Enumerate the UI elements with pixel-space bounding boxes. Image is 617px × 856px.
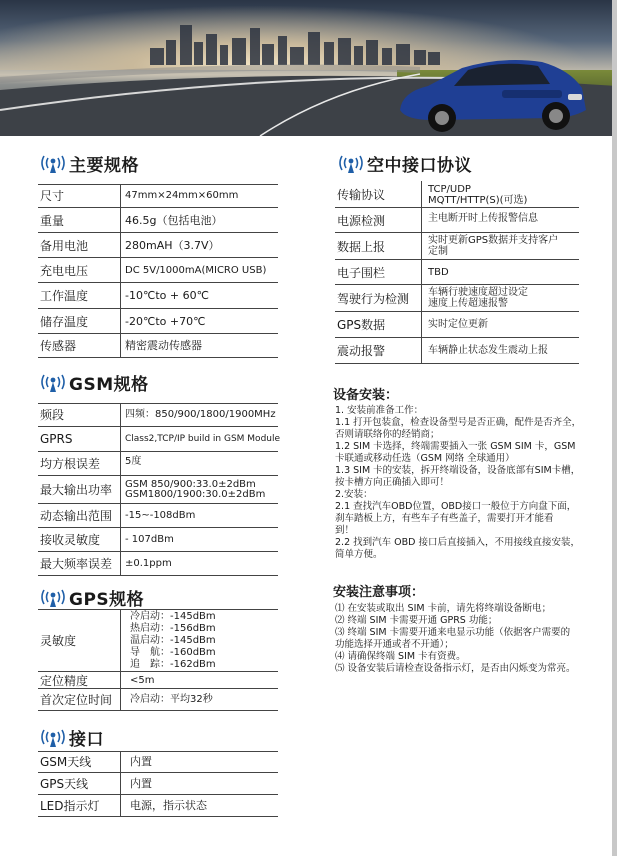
table-row: 重量 46.5g（包括电池） bbox=[38, 208, 278, 233]
installation-steps: 1. 安装前准备工作： 1.1 打开包装盒，检查设备型号是否正确，配件是否齐全， 否则请联络你的经销商； 1.2 SIM 卡选择，终端需要插入一张 GSM SIM 卡，GSM 卡联通或移动任选（GSM 网络 全球通用） 1.3 SIM 卡的安装，拆开终端设备，设备底部有SIM卡槽， 按卡槽方向正确插入即可！ 2.安装： 2.1 查找汽车OBD位置，OBD接口一般位于方向盘下面， 刹车踏板上方，有些车子有些盖子，需要打开才能看 到！ 2.2 找到汽车 OBD 接口后直接插入，不用接线直接安装， 简单方便。 bbox=[335, 405, 582, 560]
signal-icon bbox=[40, 371, 66, 393]
table-row: 储存温度 -20℃to +70℃ bbox=[38, 309, 278, 334]
table-row: 震动报警 车辆静止状态发生震动上报 bbox=[335, 338, 579, 364]
section-title: 空中接口协议 bbox=[367, 155, 472, 176]
notes-title: 安装注意事项： bbox=[333, 585, 425, 600]
table-row: 工作温度 -10℃to + 60℃ bbox=[38, 283, 278, 309]
notes-list: ⑴ 在安装或取出 SIM 卡前，请先将终端设备断电； ⑵ 终端 SIM 卡需要开通 GPRS 功能； ⑶ 终端 SIM 卡需要开通来电显示功能（依据客户需要的 功能选择开通或者不开通）； ⑷ 请确保终端 SIM 卡有资费。 ⑸ 设备安装后请检查设备指示灯，是否由闪烁变为常亮。 bbox=[335, 603, 576, 674]
table-row: 灵敏度 冷启动：-145dBm 热启动：-156dBm 温启动：-145dBm 导 航：-160dBm 追 踪：-162dBm bbox=[38, 609, 278, 672]
page-edge bbox=[612, 0, 617, 856]
signal-icon bbox=[40, 726, 66, 748]
section-title: 主要规格 bbox=[69, 155, 139, 176]
table-row: 数据上报 实时更新GPS数据并支持客户 定制 bbox=[335, 233, 579, 260]
table-row: 传输协议 TCP/UDP MQTT/HTTP(S)(可选) bbox=[335, 181, 579, 208]
table-row: 动态输出范围 -15~-108dBm bbox=[38, 504, 278, 528]
gps-spec-header bbox=[40, 584, 144, 610]
signal-icon bbox=[40, 586, 66, 608]
table-row: GSM天线 内置 bbox=[38, 751, 278, 773]
table-row: 电子围栏 TBD bbox=[335, 260, 579, 285]
section-title: GSM规格 bbox=[69, 374, 149, 395]
installation-title: 设备安装： bbox=[333, 388, 399, 403]
table-row: LED指示灯 电源，指示状态 bbox=[38, 795, 278, 817]
table-row: 传感器 精密震动传感器 bbox=[38, 334, 278, 358]
table-row: 均方根误差 5度 bbox=[38, 452, 278, 476]
gsm-spec-header bbox=[40, 369, 149, 395]
table-row: 充电电压 DC 5V/1000mA(MICRO USB) bbox=[38, 258, 278, 283]
table-row: 尺寸 47mm×24mm×60mm bbox=[38, 184, 278, 208]
table-row: 接收灵敏度 - 107dBm bbox=[38, 528, 278, 552]
table-row: GPS数据 实时定位更新 bbox=[335, 312, 579, 338]
table-row: 最大频率误差 ±0.1ppm bbox=[38, 552, 278, 576]
car-image bbox=[392, 48, 592, 136]
table-row: 驾驶行为检测 车辆行驶速度超过设定 速度上传超速报警 bbox=[335, 285, 579, 312]
table-row: 电源检测 主电断开时上传报警信息 bbox=[335, 208, 579, 233]
main-spec-header bbox=[40, 150, 139, 176]
section-title: GPS规格 bbox=[69, 589, 145, 610]
table-row: 首次定位时间 冷启动：平均32秒 bbox=[38, 689, 278, 711]
table-row: 定位精度 <5m bbox=[38, 672, 278, 689]
table-row: 备用电池 280mAH（3.7V） bbox=[38, 233, 278, 258]
table-row: 最大输出功率 GSM 850/900:33.0±2dBm GSM1800/1900:30.0±2dBm bbox=[38, 476, 278, 504]
section-title: 接口 bbox=[69, 729, 104, 750]
signal-icon bbox=[338, 152, 364, 174]
table-row: GPS天线 内置 bbox=[38, 773, 278, 795]
banner-image bbox=[0, 0, 617, 136]
table-row: GPRS Class2,TCP/IP build in GSM Module bbox=[38, 427, 278, 452]
table-row: 频段 四频：850/900/1800/1900MHz bbox=[38, 403, 278, 427]
interface-spec-header bbox=[40, 724, 104, 750]
signal-icon bbox=[40, 152, 66, 174]
air-protocol-header bbox=[338, 150, 472, 176]
